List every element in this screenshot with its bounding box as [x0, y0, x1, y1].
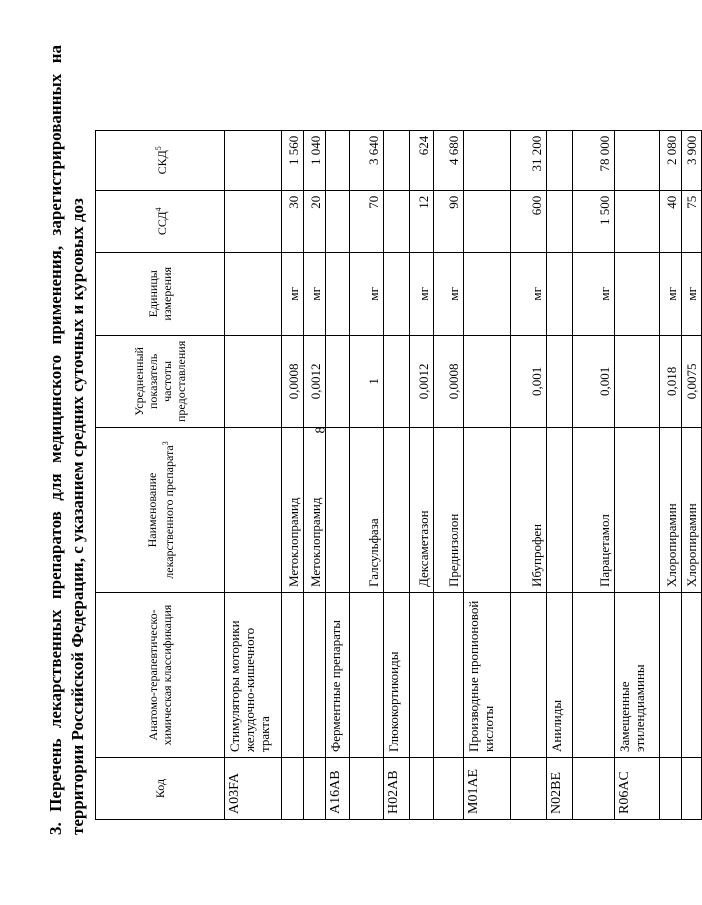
atc-cell: [410, 593, 434, 758]
skd-cell: [326, 130, 350, 190]
atc-cell: [682, 593, 702, 758]
frequency-cell: 0,0012: [410, 335, 434, 427]
table-row: [464, 130, 511, 819]
code-cell: [682, 758, 702, 820]
table-row: [304, 130, 326, 819]
frequency-cell: 0,0075: [682, 335, 702, 427]
column-header-label: Анатомо-терапевтическо-химическая классификация: [146, 604, 174, 746]
column-header: [96, 335, 225, 427]
skd-cell: 2 080: [660, 130, 682, 190]
column-header-label: Усредненный показатель частоты предоставления: [132, 340, 188, 422]
atc-cell: [511, 593, 547, 758]
table-row: [434, 130, 464, 819]
skd-cell: [615, 130, 660, 190]
footnote-marker: 4: [153, 207, 163, 212]
skd-cell: 1 560: [282, 130, 304, 190]
drug-name-cell: [464, 428, 511, 593]
ssd-cell: 30: [282, 190, 304, 252]
atc-cell: Производные пропионовой кислоты: [464, 593, 511, 758]
table-row: [511, 130, 547, 819]
skd-cell: 3 640: [350, 130, 384, 190]
skd-cell: [464, 130, 511, 190]
atc-cell: [434, 593, 464, 758]
frequency-cell: 0,0008: [434, 335, 464, 427]
drug-name-cell: [615, 428, 660, 593]
column-header: [96, 593, 225, 758]
atc-cell: Ферментные препараты: [326, 593, 350, 758]
atc-cell: Стимуляторы моторики желудочно-кишечного тракта: [225, 593, 282, 758]
column-header: [96, 190, 225, 252]
unit-cell: мг: [573, 252, 615, 335]
drug-name-cell: Метоклопрамид: [304, 428, 326, 593]
column-header-label: Единицы измерения: [146, 266, 174, 321]
frequency-cell: 1: [350, 335, 384, 427]
drug-name-cell: [225, 428, 282, 593]
ssd-cell: [615, 190, 660, 252]
footnote-marker: 3: [160, 441, 170, 446]
table-row: [350, 130, 384, 819]
frequency-cell: [464, 335, 511, 427]
column-header-label: ССД: [154, 211, 169, 236]
skd-cell: [225, 130, 282, 190]
code-cell: A16AB: [326, 758, 350, 820]
code-cell: [511, 758, 547, 820]
drug-name-cell: Парацетамол: [573, 428, 615, 593]
atc-cell: [660, 593, 682, 758]
unit-cell: мг: [660, 252, 682, 335]
ssd-cell: 20: [304, 190, 326, 252]
code-cell: H02AB: [384, 758, 410, 820]
drug-table: [95, 130, 702, 820]
ssd-cell: 90: [434, 190, 464, 252]
column-header: [96, 130, 225, 190]
atc-cell: [350, 593, 384, 758]
unit-cell: [326, 252, 350, 335]
table-row: [615, 130, 660, 819]
skd-cell: 78 000: [573, 130, 615, 190]
frequency-cell: [615, 335, 660, 427]
code-cell: [350, 758, 384, 820]
skd-cell: 31 200: [511, 130, 547, 190]
skd-cell: [384, 130, 410, 190]
drug-name-cell: [547, 428, 573, 593]
unit-cell: [464, 252, 511, 335]
atc-cell: [573, 593, 615, 758]
atc-cell: [304, 593, 326, 758]
ssd-cell: 1 500: [573, 190, 615, 252]
frequency-cell: 0,0012: [304, 335, 326, 427]
drug-name-cell: Хлоропирамин: [660, 428, 682, 593]
skd-cell: 4 680: [434, 130, 464, 190]
footnote-marker: 5: [153, 146, 163, 151]
column-header: [96, 428, 225, 593]
code-cell: N02BE: [547, 758, 573, 820]
unit-cell: мг: [682, 252, 702, 335]
unit-cell: мг: [511, 252, 547, 335]
unit-cell: мг: [350, 252, 384, 335]
frequency-cell: 0,0008: [282, 335, 304, 427]
code-cell: [304, 758, 326, 820]
table-body: [225, 130, 702, 819]
drug-name-cell: Преднизолон: [434, 428, 464, 593]
atc-cell: Глюкокортикоиды: [384, 593, 410, 758]
unit-cell: [225, 252, 282, 335]
column-header-label: Наименование лекарственного препарата: [144, 445, 176, 579]
table-row: [225, 130, 282, 819]
skd-cell: 1 040: [304, 130, 326, 190]
table-row: [326, 130, 350, 819]
code-cell: [282, 758, 304, 820]
table-row: [282, 130, 304, 819]
drug-name-cell: [326, 428, 350, 593]
column-header-label: СКД: [154, 150, 169, 175]
atc-cell: [282, 593, 304, 758]
ssd-cell: 12: [410, 190, 434, 252]
ssd-cell: [464, 190, 511, 252]
drug-name-cell: Хлоропирамин: [682, 428, 702, 593]
ssd-cell: 75: [682, 190, 702, 252]
code-cell: [434, 758, 464, 820]
unit-cell: мг: [282, 252, 304, 335]
ssd-cell: [225, 190, 282, 252]
frequency-cell: 0,001: [511, 335, 547, 427]
unit-cell: мг: [410, 252, 434, 335]
code-cell: [660, 758, 682, 820]
atc-cell: Замещенные этилендиамины: [615, 593, 660, 758]
frequency-cell: [326, 335, 350, 427]
frequency-cell: [547, 335, 573, 427]
table-row: [410, 130, 434, 819]
drug-name-cell: [384, 428, 410, 593]
code-cell: R06AC: [615, 758, 660, 820]
table-row: [547, 130, 573, 819]
atc-cell: Анилиды: [547, 593, 573, 758]
frequency-cell: [384, 335, 410, 427]
code-cell: [410, 758, 434, 820]
table-row: [384, 130, 410, 819]
ssd-cell: 70: [350, 190, 384, 252]
unit-cell: [384, 252, 410, 335]
table-row: [682, 130, 702, 819]
skd-cell: 624: [410, 130, 434, 190]
unit-cell: [615, 252, 660, 335]
drug-name-cell: Дексаметазон: [410, 428, 434, 593]
unit-cell: мг: [304, 252, 326, 335]
skd-cell: 3 900: [682, 130, 702, 190]
ssd-cell: [547, 190, 573, 252]
column-header: [96, 758, 225, 820]
skd-cell: [547, 130, 573, 190]
table-row: [573, 130, 615, 819]
ssd-cell: [326, 190, 350, 252]
column-header-label: Код: [153, 778, 167, 799]
column-header: [96, 252, 225, 335]
table-header-row: [96, 130, 225, 819]
drug-name-cell: Метоклопрамид: [282, 428, 304, 593]
unit-cell: мг: [434, 252, 464, 335]
drug-name-cell: Ибупрофен: [511, 428, 547, 593]
page-number: 8: [313, 426, 329, 434]
frequency-cell: [225, 335, 282, 427]
code-cell: A03FA: [225, 758, 282, 820]
ssd-cell: [384, 190, 410, 252]
ssd-cell: 600: [511, 190, 547, 252]
section-title: 3. Перечень лекарственных препаратов для медицинского применения, зарегистрированных на территории Российской Федерации, с указанием средних суточных и курсовых доз: [46, 45, 87, 835]
code-cell: M01AE: [464, 758, 511, 820]
unit-cell: [547, 252, 573, 335]
ssd-cell: 40: [660, 190, 682, 252]
table-row: [660, 130, 682, 819]
code-cell: [573, 758, 615, 820]
frequency-cell: 0,001: [573, 335, 615, 427]
drug-name-cell: Галсульфаза: [350, 428, 384, 593]
frequency-cell: 0,018: [660, 335, 682, 427]
